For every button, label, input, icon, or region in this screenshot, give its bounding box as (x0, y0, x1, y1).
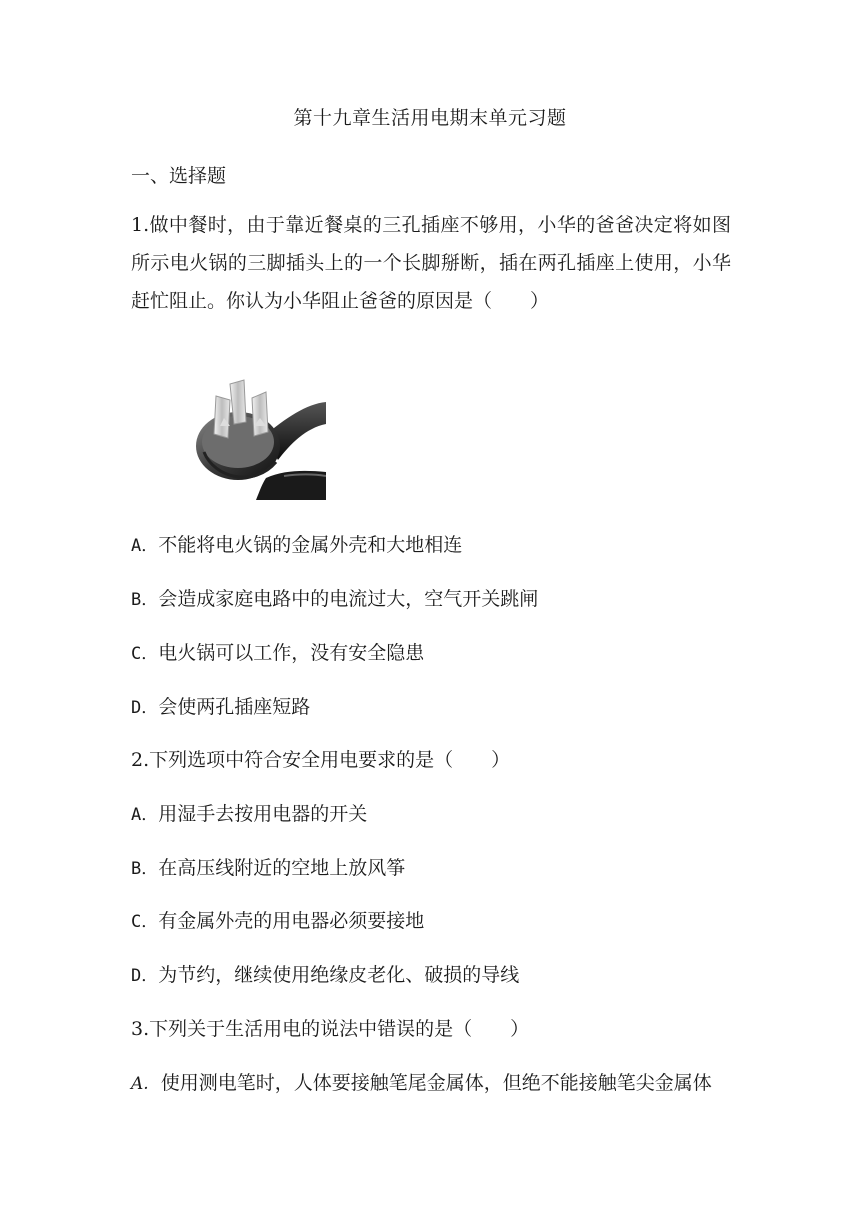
question-3-stem: 3.下列关于生活用电的说法中错误的是（ ） (131, 1018, 530, 1040)
plug-image (194, 378, 326, 500)
question-2-option-d: D．为节约，继续使用绝缘皮老化、破损的导线 (131, 964, 520, 986)
question-1-option-d: D．会使两孔插座短路 (131, 696, 311, 718)
question-1-option-c: C．电火锅可以工作，没有安全隐患 (131, 642, 425, 664)
question-1-stem: 1.做中餐时，由于靠近餐桌的三孔插座不够用，小华的爸爸决定将如图所示电火锅的三脚插头上的一个长脚掰断，插在两孔插座上使用，小华赶忙阻止。你认为小华阻止爸爸的原因是（ ） (131, 214, 731, 312)
question-2-option-a: A．用湿手去按用电器的开关 (131, 803, 368, 825)
three-pin-plug-icon (194, 378, 326, 500)
question-3-option-a: A. 使用测电笔时，人体要接触笔尾金属体，但绝不能接触笔尖金属体 (131, 1072, 712, 1094)
question-1-option-b: B．会造成家庭电路中的电流过大，空气开关跳闸 (131, 588, 539, 610)
question-2-option-c: C．有金属外壳的用电器必须要接地 (131, 910, 425, 932)
document-title: 第十九章生活用电期末单元习题 (293, 107, 567, 129)
question-2-stem: 2.下列选项中符合安全用电要求的是（ ） (131, 749, 511, 771)
question-2-option-b: B．在高压线附近的空地上放风筝 (131, 857, 406, 879)
section-heading: 一、选择题 (131, 165, 227, 187)
question-1-option-a: A．不能将电火锅的金属外壳和大地相连 (131, 534, 463, 556)
